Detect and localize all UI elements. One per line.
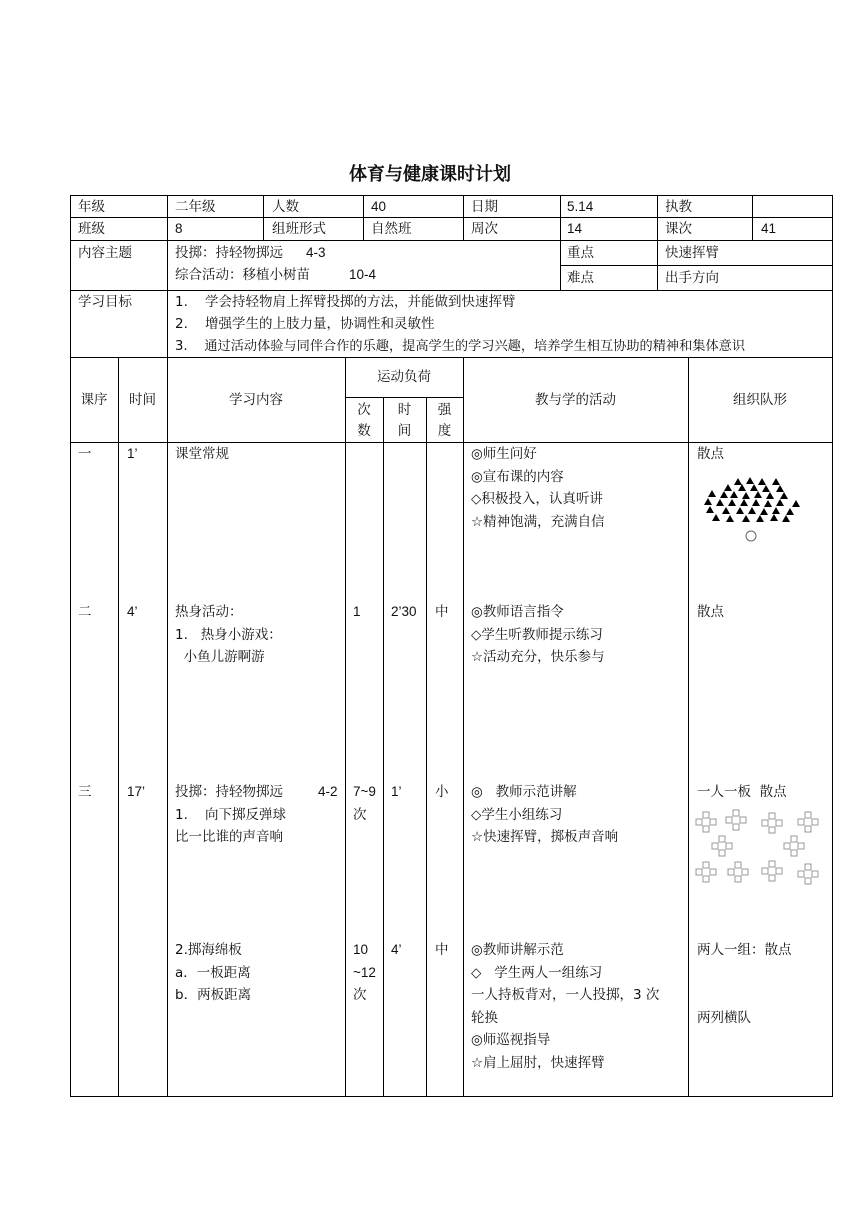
goal-item: 3. 通过活动体验与同伴合作的乐趣，提高学生的学习兴趣，培养学生相互协助的精神和集体意识 [175,339,746,354]
student-triangle-icon [792,500,800,507]
lesson-label: 课次 [665,221,692,237]
section-duration: 1’ [391,784,402,799]
student-triangle-icon [766,492,774,499]
formation-label: 一人一板 散点 [697,784,787,800]
count-label: 人数 [272,199,299,215]
formation-label: 散点 [697,604,724,620]
board-cross-icon [798,812,818,832]
date-label: 日期 [471,199,498,215]
student-triangle-icon [734,478,742,485]
section-content-line: b．两板距离 [175,987,252,1003]
col-times-header: 数 [357,423,371,439]
section-content-line: 小鱼儿游啊游 [175,649,265,665]
activity-line: 一人持板背对，一人投掷，3 次 [471,987,660,1003]
student-triangle-icon [736,507,744,514]
student-triangle-icon [706,506,714,513]
activity-line: ◇ 学生两人一组练习 [471,965,603,981]
activity-line: 轮换 [471,1010,498,1026]
table-border-right [832,195,833,1096]
teacher-circle-icon [746,531,756,541]
section-content-line: 1. 向下掷反弹球 [175,807,287,823]
row-divider [70,290,833,291]
student-triangle-icon [780,492,788,499]
activity-line: ☆活动充分，快乐参与 [471,649,605,665]
col-content-header: 学习内容 [229,392,283,408]
activity-line: ◇学生听教师提示练习 [471,627,603,643]
column-divider [463,195,464,240]
activity-line: ◎宣布课的内容 [471,469,564,485]
column-divider [118,357,119,1096]
row-divider [70,442,833,443]
board-cross-icon [762,861,782,881]
week-value: 14 [567,221,583,236]
column-divider [752,195,753,240]
section-intensity: 中 [435,604,449,620]
activity-line: ◎教师语言指令 [471,604,564,620]
section-times: 次 [353,987,367,1003]
org-label: 组班形式 [272,221,326,237]
table-border-bottom [70,1096,833,1097]
grade-value: 二年级 [175,199,216,215]
row-divider [70,357,833,358]
activity-line: ☆快速挥臂，掷板声音响 [471,829,619,845]
section-time: 1’ [127,446,138,461]
student-triangle-icon [764,500,772,507]
topic-line-2-code: 10-4 [349,267,377,282]
section-content-line: 课堂常规 [175,446,229,462]
column-divider [363,195,364,240]
board-cross-icon [712,836,732,856]
section-times: 10 [353,942,369,957]
col-intensity-header: 度 [437,423,452,439]
column-divider [263,195,264,240]
table-border-top [70,195,833,196]
key-label: 重点 [567,245,594,261]
formation-label: 两列横队 [697,1010,751,1026]
activity-line: ◎ 教师示范讲解 [471,784,577,800]
section-content-line: 1. 热身小游戏： [175,627,282,643]
section-order: 三 [78,784,92,800]
student-triangle-icon [748,507,756,514]
column-divider [657,195,658,290]
page-title: 体育与健康课时计划 [349,164,511,185]
col-duration-header: 时 [397,402,412,418]
board-cross-icon [726,810,746,830]
column-divider [383,397,384,1096]
student-triangle-icon [782,515,790,522]
topic-line-1: 投掷：持轻物掷远 [175,245,283,261]
difficulty-value: 出手方向 [665,270,719,286]
section-order: 一 [78,446,92,462]
section-content-line: 2.掷海绵板 [175,942,242,958]
board-formation-diagram [696,808,820,890]
student-triangle-icon [786,508,794,515]
student-triangle-icon [776,485,784,492]
student-triangle-icon [756,515,764,522]
section-order: 二 [78,604,92,620]
student-triangle-icon [772,507,780,514]
student-triangle-icon [758,478,766,485]
col-duration-header: 间 [397,423,412,439]
activity-line: ◇学生小组练习 [471,807,563,823]
class-value: 8 [175,221,183,236]
org-value: 自然班 [371,221,412,237]
section-intensity: 小 [435,784,449,800]
col-time-header: 时间 [129,392,156,408]
student-triangle-icon [722,507,730,514]
goal-item: 1. 学会持轻物肩上挥臂投掷的方法，并能做到快速挥臂 [175,294,516,310]
student-triangle-icon [776,499,784,506]
student-triangle-icon [742,515,750,522]
activity-line: ◎师生问好 [471,446,537,462]
section-content-line: 投掷：持轻物掷远 [175,784,283,800]
section-duration: 4’ [391,942,402,957]
goal-item: 2. 增强学生的上肢力量，协调性和灵敏性 [175,316,435,332]
row-divider [70,240,833,241]
row-divider [560,265,833,266]
goals-label: 学习目标 [78,294,132,310]
column-divider [463,357,464,1096]
section-content-line: 比一比谁的声音响 [175,829,283,845]
column-divider [426,397,427,1096]
topic-line-1-code: 4-3 [306,245,326,260]
student-triangle-icon [730,491,738,498]
col-formation-header: 组织队形 [733,392,787,408]
section-content-code: 4-2 [318,784,338,799]
activity-line: ☆精神饱满，充满自信 [471,514,605,530]
student-triangle-icon [724,484,732,491]
student-triangle-icon [728,499,736,506]
col-intensity-header: 强 [437,402,452,418]
formation-label: 两人一组：散点 [697,942,792,958]
difficulty-label: 难点 [567,270,594,286]
key-value: 快速挥臂 [665,245,719,261]
column-divider [345,357,346,1096]
student-triangle-icon [770,514,778,521]
student-triangle-icon [716,499,724,506]
student-triangle-icon [742,492,750,499]
date-value: 5.14 [567,199,594,214]
section-times: ~12 [353,965,376,980]
week-label: 周次 [471,221,498,237]
student-triangle-icon [750,484,758,491]
lesson-value: 41 [761,221,777,236]
student-triangle-icon [738,484,746,491]
col-order-header: 课序 [80,392,108,408]
section-time: 4’ [127,604,138,619]
student-triangle-icon [754,491,762,498]
student-triangle-icon [720,491,728,498]
board-cross-icon [696,862,716,882]
col-activity-header: 教与学的活动 [535,392,616,408]
column-divider [560,195,561,290]
count-value: 40 [371,199,387,214]
table-border-left [70,195,71,1096]
col-load-header: 运动负荷 [377,369,431,385]
student-triangle-icon [726,515,734,522]
student-triangle-icon [704,498,712,505]
student-triangle-icon [762,485,770,492]
class-label: 班级 [78,221,105,237]
student-triangle-icon [760,508,768,515]
section-duration: 2’30 [391,604,417,619]
col-times-header: 次 [357,402,371,418]
section-times: 1 [353,604,361,619]
scatter-formation-diagram [700,478,810,546]
board-cross-icon [762,813,782,833]
grade-label: 年级 [78,199,105,215]
section-time: 17’ [127,784,146,799]
activity-line: ◎师巡视指导 [471,1032,551,1048]
student-triangle-icon [740,499,748,506]
section-intensity: 中 [435,942,449,958]
student-triangle-icon [772,478,780,485]
topic-label: 内容主题 [78,245,132,261]
section-content-line: a．一板距离 [175,965,251,981]
board-cross-icon [696,812,716,832]
student-triangle-icon [752,499,760,506]
topic-line-2: 综合活动：移植小树苗 [175,267,310,283]
board-cross-icon [784,836,804,856]
row-divider [70,217,833,218]
activity-line: ☆肩上屈肘，快速挥臂 [471,1055,605,1071]
student-triangle-icon [746,477,754,484]
section-times: 次 [353,807,367,823]
column-divider [167,195,168,1096]
board-cross-icon [728,862,748,882]
section-times: 7~9 [353,784,376,799]
column-divider [688,357,689,1096]
section-content-line: 热身活动： [175,604,243,620]
student-triangle-icon [708,490,716,497]
teacher-label: 执教 [665,199,692,215]
formation-label: 散点 [697,446,724,462]
student-triangle-icon [712,514,720,521]
activity-line: ◎教师讲解示范 [471,942,564,958]
board-cross-icon [798,864,818,884]
activity-line: ◇积极投入，认真听讲 [471,491,603,507]
row-divider [345,397,463,398]
